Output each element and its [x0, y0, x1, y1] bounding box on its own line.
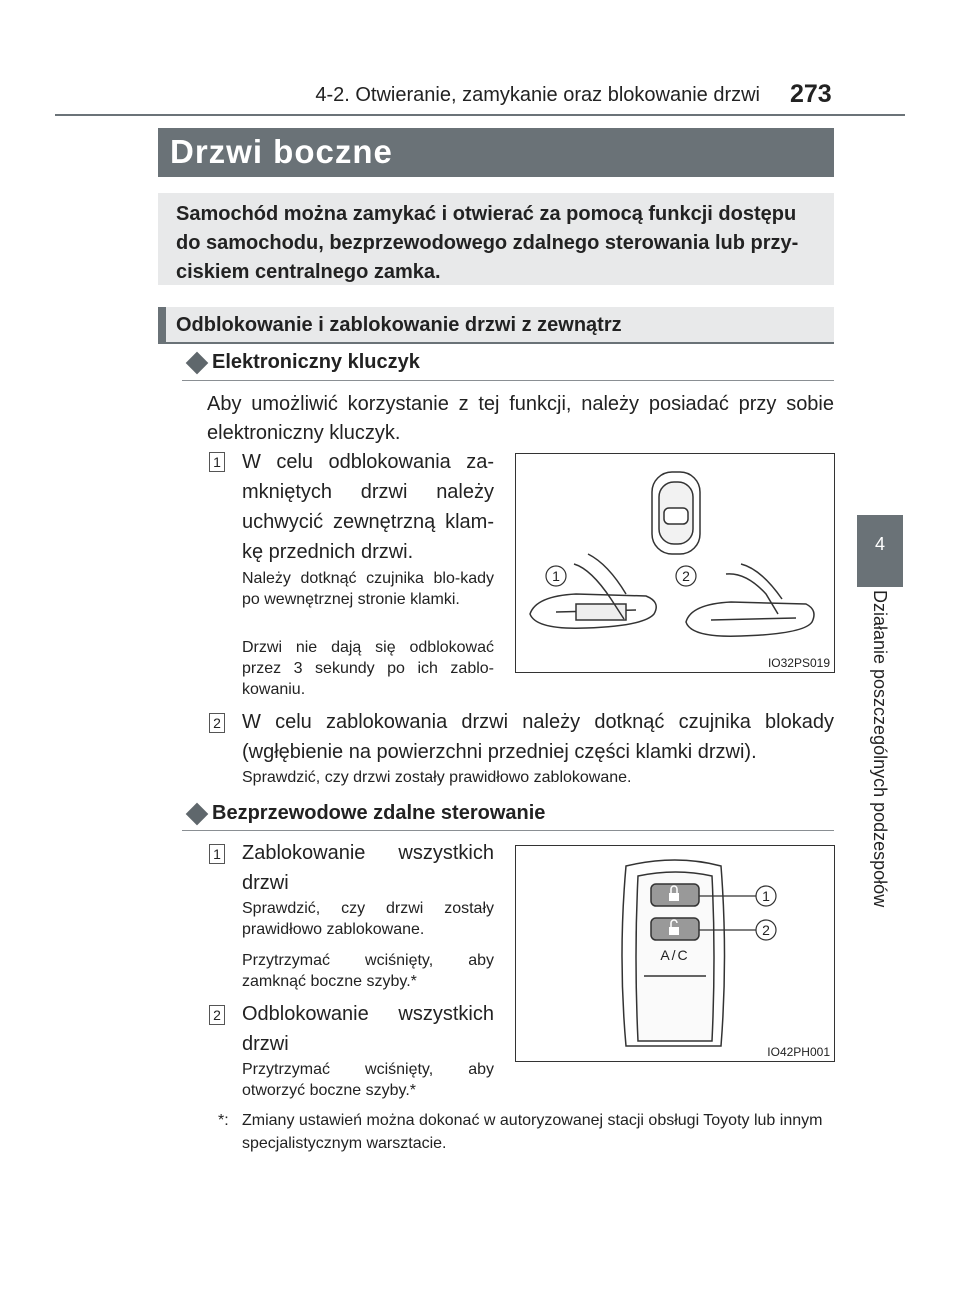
- right-door-handle-icon: [686, 564, 814, 636]
- figure1-code: IO32PS019: [767, 656, 830, 670]
- section1-heading: Elektroniczny kluczyk: [212, 351, 420, 373]
- lock-step-note2: Przytrzymać wciśnięty, aby zamknąć boczne szyby.*: [242, 952, 494, 990]
- unlock-step-note: Przytrzymać wciśnięty, aby otworzyć boczne szyby.*: [242, 1061, 494, 1099]
- page-number: 273: [790, 80, 832, 108]
- callout-2-label: 2: [682, 568, 690, 584]
- remote-key-illustration: [516, 846, 834, 1061]
- figure2-code: IO42PH001: [767, 1045, 830, 1059]
- intro-text: Samochód można zamykać i otwierać za pomocą funkcji dostępu do samochodu, bezprzewodowego zdalnego sterowania lub przy-ciskiem centralnego zamka.: [176, 203, 799, 283]
- step-number-2: 2: [209, 1005, 225, 1025]
- section-header: 4-2. Otwieranie, zamykanie oraz blokowanie drzwi: [315, 84, 760, 106]
- smart-key-icon: [652, 472, 700, 554]
- ac-button-label: A/C: [660, 947, 690, 963]
- subheading-accent: [158, 307, 166, 344]
- left-door-handle-icon: [530, 554, 656, 628]
- step-number-2: 2: [209, 713, 225, 733]
- figure-door-handle: [515, 453, 835, 673]
- chapter-label: Działanie poszczególnych podzespołów: [870, 590, 890, 908]
- callout-2-label: 2: [762, 922, 770, 938]
- callout-1-label: 1: [762, 888, 770, 904]
- section2-rule: [182, 830, 834, 831]
- subheading: Odblokowanie i zablokowanie drzwi z zewnątrz: [176, 314, 622, 336]
- step-number-1: 1: [209, 844, 225, 864]
- callout-1-label: 1: [552, 568, 560, 584]
- figure-remote-key: [515, 845, 835, 1062]
- footnote-text: Zmiany ustawień można dokonać w autoryzowanej stacji obsługi Toyoty lub innym specjalistycznym warsztacie.: [242, 1112, 823, 1152]
- chapter-tab[interactable]: 4: [857, 515, 903, 587]
- lock-step-text: Zablokowanie wszystkich drzwi: [242, 842, 494, 894]
- footnote-marker: *:: [218, 1112, 229, 1129]
- step2-note: Sprawdzić, czy drzwi zostały prawidłowo zablokowane.: [242, 769, 632, 786]
- step1-note1: Należy dotknąć czujnika blo-kady po wewnętrznej stronie klamki.: [242, 570, 494, 608]
- unlock-step-text: Odblokowanie wszystkich drzwi: [242, 1003, 494, 1055]
- step1-note2: Drzwi nie dają się odblokować przez 3 sekundy po ich zablo-kowaniu.: [242, 639, 494, 698]
- diamond-bullet-icon: [186, 352, 209, 375]
- step2-text: W celu zablokowania drzwi należy dotknąć czujnika blokady (wgłębienie na powierzchni przedniej części klamki drzwi).: [242, 711, 834, 763]
- lock-step-note1: Sprawdzić, czy drzwi zostały prawidłowo zablokowane.: [242, 900, 494, 938]
- page-title: Drzwi boczne: [170, 133, 393, 170]
- diamond-bullet-icon: [186, 803, 209, 826]
- header-rule: [55, 114, 905, 116]
- section1-rule: [182, 380, 834, 381]
- section2-heading: Bezprzewodowe zdalne sterowanie: [212, 802, 546, 824]
- chapter-label-container: [857, 590, 903, 950]
- section1-paragraph: Aby umożliwić korzystanie z tej funkcji, należy posiadać przy sobie elektroniczny kluczyk.: [207, 393, 834, 444]
- step-number-1: 1: [209, 452, 225, 472]
- step1-text: W celu odblokowania za-mkniętych drzwi należy uchwycić zewnętrzną klam-kę przednich drzwi.: [242, 451, 494, 563]
- door-handle-illustration: [516, 454, 834, 672]
